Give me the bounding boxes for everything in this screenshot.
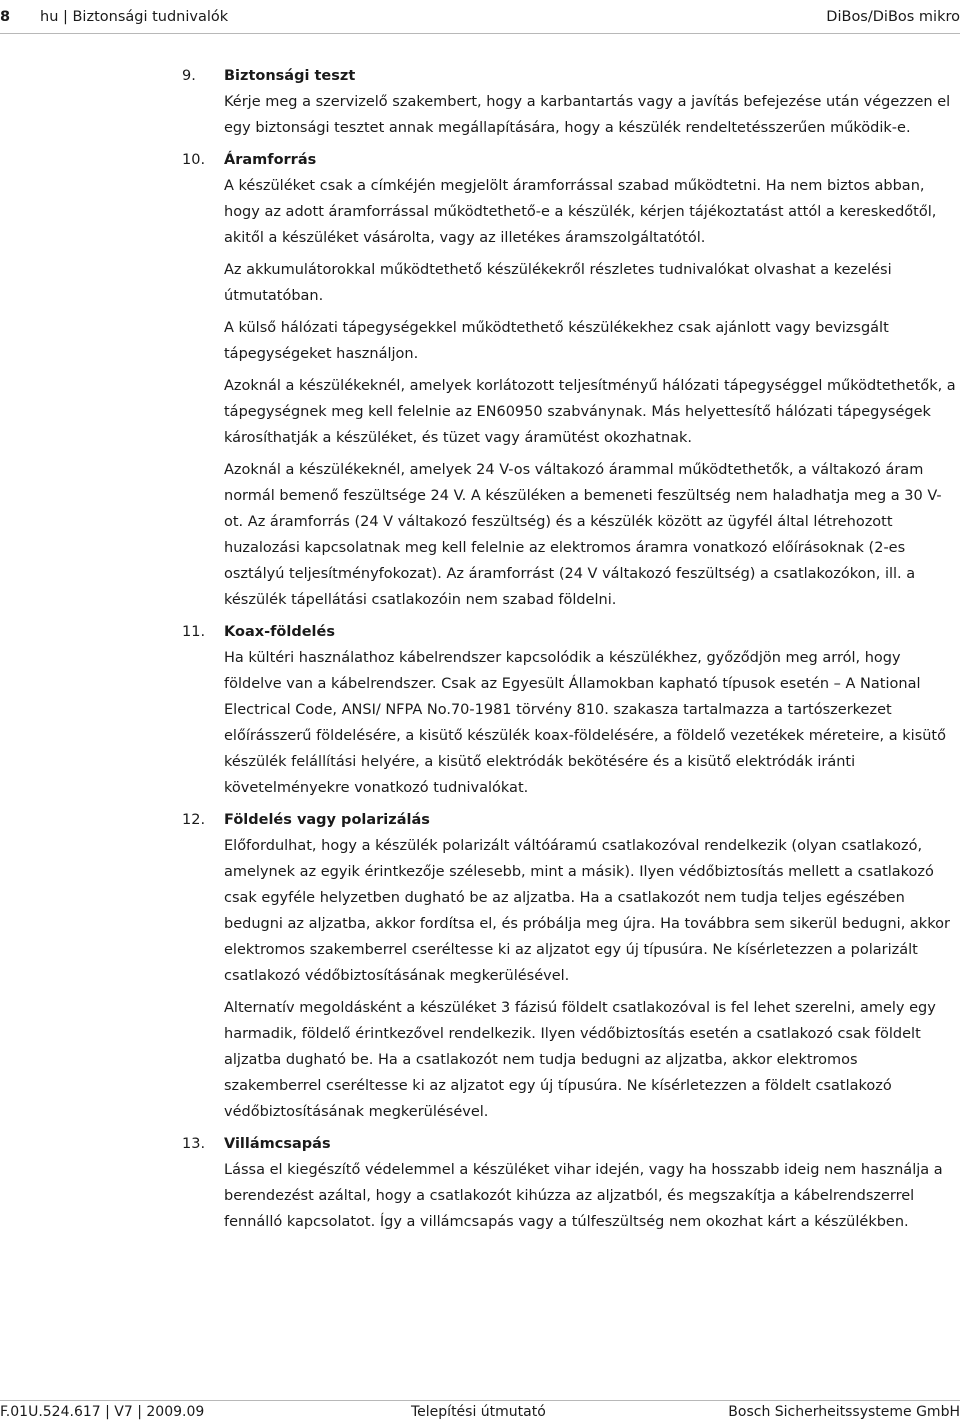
item-number: 11.	[182, 624, 206, 640]
item-paragraph: Azoknál a készülékeknél, amelyek korlátozott teljesítményű hálózati tápegységgel működtethetők, a tápegységnek meg kell felelnie az EN60950 szabványnak. Más helyettesítő hálózati tápegységek károsíthatják a készüléket, és tüzet vagy áramütést okozhatnak.	[224, 378, 956, 446]
product-name: DiBos/DiBos mikro	[826, 9, 960, 25]
item-title: Biztonsági teszt	[224, 68, 356, 84]
item-title: Áramforrás	[224, 152, 317, 168]
list-item-11	[182, 619, 956, 801]
item-number: 12.	[182, 812, 206, 828]
company-name: Bosch Sicherheitssysteme GmbH	[728, 1404, 960, 1420]
item-paragraph: Előfordulhat, hogy a készülék polarizált váltóáramú csatlakozóval rendelkezik (olyan csatlakozó, amelynek az egyik érintkezője szélesebb, mint a másik). Ilyen védőbiztosítás mellett a csatlakozó csak egyféle helyzetben dugható be az aljzatba. Ha a csatlakozót nem tudja teljes egészében bedugni az aljzatba, akkor fordítsa el, és próbálja meg újra. Ha továbbra sem sikerül bedugni, akkor elektromos szakemberrel cseréltesse ki az aljzatot egy új típusúra. Ne kísérletezzen a polarizált csatlakozó védőbiztosításának megkerülésével.	[224, 838, 950, 984]
item-paragraph: Ha kültéri használathoz kábelrendszer kapcsolódik a készülékhez, győződjön meg arról, hogy földelve van a kábelrendszer. Csak az Egyesült Államokban kapható típusok esetén – A National Electrical Code, ANSI/ NFPA No.70-1981 törvény 810. szakasza tartalmazza a tartószerkezet előírásszerű földelésére, a kisütő készülék koax-földelésére, a földelő vezetékek méreteire, a kisütő készülék felállítási helyére, a kisütő elektródák bekötésére és a kisütő elektródák iránti követelményekre vonatkozó tudnivalókat.	[224, 650, 946, 796]
list-item-13	[182, 1131, 956, 1235]
section-title: hu | Biztonsági tudnivalók	[40, 9, 229, 25]
list-item-12	[182, 807, 956, 1125]
document-type: Telepítési útmutató	[411, 1404, 546, 1420]
document-body	[182, 63, 956, 1241]
item-title: Villámcsapás	[224, 1136, 331, 1152]
item-paragraph: Kérje meg a szervizelő szakembert, hogy a karbantartás vagy a javítás befejezése után végezzen el egy biztonsági tesztet annak megállapítására, hogy a készülék rendeltetésszerűen működik-e.	[224, 94, 951, 136]
item-title: Földelés vagy polarizálás	[224, 812, 430, 828]
document-code: F.01U.524.617 | V7 | 2009.09	[0, 1404, 205, 1420]
page-header	[0, 0, 960, 34]
item-number: 10.	[182, 152, 206, 168]
item-number: 13.	[182, 1136, 206, 1152]
item-paragraph: Alternatív megoldásként a készüléket 3 fázisú földelt csatlakozóval is fel lehet szerelni, amely egy harmadik, földelő érintkezővel rendelkezik. Ilyen védőbiztosítás esetén a csatlakozó csak földelt aljzatba dugható be. Ha a csatlakozót nem tudja bedugni az aljzatba, akkor elektromos szakemberrel cseréltesse ki az aljzatot egy új típusúra. Ne kísérletezzen a földelt csatlakozó védőbiztosításának megkerülésével.	[224, 1000, 936, 1120]
item-paragraph: A készüléket csak a címkéjén megjelölt áramforrással szabad működtetni. Ha nem biztos abban, hogy az adott áramforrással működtethető-e a készülék, kérjen tájékoztatást attól a kereskedőtől, akitől a készüléket vásárolta, vagy az illetékes áramszolgáltatótól.	[224, 178, 937, 246]
item-paragraph: Azoknál a készülékeknél, amelyek 24 V-os váltakozó árammal működtethetők, a váltakozó áram normál bemenő feszültsége 24 V. A készüléken a bemeneti feszültség nem haladhatja meg a 30 V-ot. Az áramforrás (24 V váltakozó feszültség) és a készülék között az ügyfél által létrehozott huzalozási kapcsolatnak meg kell felelnie az elektromos áramra vonatkozó előírásoknak (2-es osztályú teljesítményfokozat). Az áramforrást (24 V váltakozó feszültség) a csatlakozókon, ill. a készülék tápellátási csatlakozóin nem szabad földelni.	[224, 462, 942, 608]
item-paragraph: A külső hálózati tápegységekkel működtethető készülékekhez csak ajánlott vagy bevizsgált tápegységeket használjon.	[224, 320, 889, 362]
page-number: 8	[0, 9, 11, 25]
item-number: 9.	[182, 68, 196, 84]
item-title: Koax-földelés	[224, 624, 335, 640]
item-paragraph: Az akkumulátorokkal működtethető készülékekről részletes tudnivalókat olvashat a kezelési útmutatóban.	[224, 262, 892, 304]
page-footer	[0, 1400, 960, 1423]
list-item-10	[182, 147, 956, 613]
list-item-9	[182, 63, 956, 141]
item-paragraph: Lássa el kiegészítő védelemmel a készüléket vihar idején, vagy ha hosszabb ideig nem használja a berendezést azáltal, hogy a csatlakozót kihúzza az aljzatból, és megszakítja a kábelrendszerrel fennálló kapcsolatot. Így a villámcsapás vagy a túlfeszültség nem okozhat kárt a készülékben.	[224, 1162, 943, 1230]
